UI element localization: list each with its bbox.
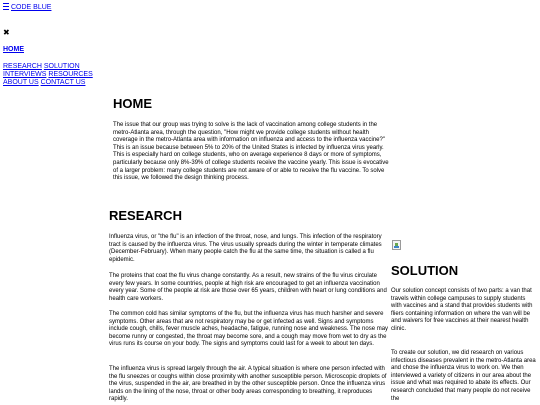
research-heading: RESEARCH — [109, 208, 182, 223]
nav-link-research[interactable]: RESEARCH — [3, 63, 42, 70]
research-paragraph-1: Influenza virus, or "the flu" is an infection of the throat, nose, and lungs. This infection of the respiratory tract is caused by the influenza virus. The virus usually spreads during the winter in temperate climates (December-February). When many people catch the flu at the same time, the situation is called a flu epidemic. — [109, 234, 382, 263]
home-paragraph: The issue that our group was trying to solve is the lack of vaccination among college students in the metro-Atlanta area, through the question, "How might we provide college students without health coverage in the metro-Atlanta area with information on influenza and access to the influenza vaccine?" This is an issue because between 5% to 20% of the United States is infected by influenza virus yearly. This is especially hard on college students, who on average experience 8 days or more of symptoms, particularly because only 8%-39% of college students receive the vaccine yearly. This issue is evocative of a larger problem: many college students are not aware of or able to receive the flu vaccine. To solve this issue, we followed the design thinking process. — [113, 122, 389, 182]
close-icon[interactable]: ✖ — [3, 28, 10, 37]
home-heading: HOME — [113, 96, 152, 111]
solution-paragraph-2: To create our solution, we did research on various infectious diseases prevalent in the metro-Atlanta area and chose the influenza virus to work on. We then interviewed a variety of citizens in our area about the issue and what was required to abate its effects. Our research concluded that many people do not receive the — [391, 350, 536, 402]
nav-link-contact-us[interactable]: CONTACT US — [40, 79, 86, 86]
research-paragraph-2: The proteins that coat the flu virus change constantly. As a result, new strains of the flu virus circulate every few years. In some countries, people at high risk are encouraged to get an influenza vaccination every year. Some of the people at risk are those over 65 years, children with heart or lung conditions and health care workers. — [109, 273, 387, 302]
site-brand[interactable] — [3, 3, 51, 12]
nav-menu — [3, 63, 111, 87]
solution-heading: SOLUTION — [391, 263, 459, 278]
nav-home[interactable] — [3, 46, 24, 54]
menu-icon[interactable] — [3, 3, 9, 10]
research-paragraph-3: The common cold has similar symptoms of the flu, but the influenza virus has much harsher and severe symptoms. Other areas that are not respiratory may be or get infected as well. Signs and symptoms include cough, chills, fever muscle aches, headache, fatigue, running nose and weakness. The nose may become runny or congested, the throat may become sore, and a cough may move from wet to dry as the virus runs its course on your body. The signs and symptoms could last for a week to about ten days. — [109, 311, 389, 348]
solution-paragraph-1: Our solution concept consists of two parts: a van that travels within college campuses to supply students with vaccines and a stand that provides students with fliers containing information on where the van will be and waivers for free vaccines at their nearest health clinic. — [391, 288, 533, 332]
nav-link-interviews[interactable]: INTERVIEWS — [3, 71, 47, 78]
brand-link[interactable]: CODE BLUE — [11, 4, 52, 11]
broken-image-icon — [392, 240, 401, 250]
nav-link-home[interactable]: HOME — [3, 46, 24, 53]
research-paragraph-4: The influenza virus is spread largely through the air. A typical situation is where one person infected with the flu sneezes or coughs within close proximity with another susceptible person. Microscopic droplets of the virus, suspended in the air, are breathed in by the other susceptible person. Once the influenza virus lands on the lining of the nose, throat or other body areas corresponding to breathing, it reproduces rapidly. — [109, 366, 387, 403]
nav-link-resources[interactable]: RESOURCES — [48, 71, 93, 78]
nav-link-about-us[interactable]: ABOUT US — [3, 79, 39, 86]
nav-link-solution[interactable]: SOLUTION — [43, 63, 80, 70]
